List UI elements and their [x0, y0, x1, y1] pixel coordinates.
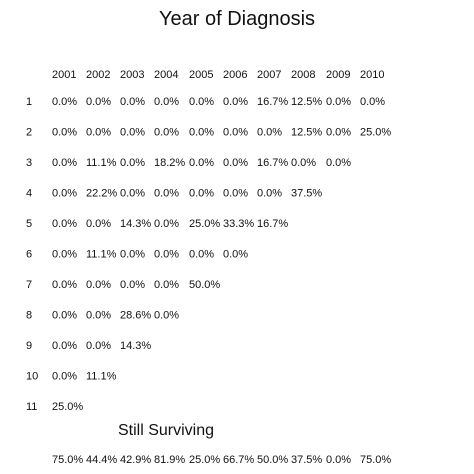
row-label: 10 [26, 370, 39, 383]
table-cell: 0.0% [154, 279, 180, 291]
still-surviving-row [52, 454, 391, 466]
year-label-2010: 2010 [360, 69, 385, 81]
row-label: 7 [26, 279, 33, 291]
table-cell: 16.7% [257, 96, 289, 108]
table-cell: 0.0% [223, 126, 249, 139]
table-cell: 0.0% [52, 96, 78, 108]
table-cell: 0.0% [52, 157, 78, 169]
table-cell: 12.5% [291, 126, 323, 139]
table-cell: 0.0% [223, 248, 249, 261]
table-cell: 50.0% [189, 279, 221, 291]
year-label-2002: 2002 [86, 69, 111, 81]
row-label: 11 [26, 401, 38, 413]
table-cell: 0.0% [86, 340, 112, 352]
table-cell: 0.0% [52, 370, 78, 383]
surviving-value: 37.5% [291, 454, 323, 466]
table-cell: 14.3% [120, 340, 152, 352]
table-cell: 0.0% [154, 309, 180, 322]
row-label: 5 [26, 218, 33, 230]
table-cell: 0.0% [154, 187, 180, 200]
row-label: 3 [26, 157, 33, 169]
table-cell: 0.0% [120, 157, 146, 169]
table-cell: 0.0% [291, 157, 317, 169]
table-cell: 0.0% [52, 309, 78, 322]
table-cell: 0.0% [189, 96, 215, 108]
table-cell: 0.0% [120, 187, 146, 200]
table-cell: 0.0% [154, 126, 180, 139]
table-cell: 0.0% [257, 126, 283, 139]
table-cell: 0.0% [52, 218, 78, 230]
table-cell: 0.0% [120, 248, 146, 261]
table-cell: 0.0% [86, 96, 112, 108]
table-row [26, 401, 83, 413]
table-cell: 0.0% [120, 96, 146, 108]
chart-title: Year of Diagnosis [158, 8, 316, 30]
table-cell: 0.0% [120, 126, 146, 139]
table-row [26, 371, 117, 383]
table-cell: 25.0% [360, 126, 392, 139]
table-cell: 37.5% [291, 187, 323, 200]
still-surviving-label: Still Surviving [117, 422, 215, 439]
table-cell: 0.0% [223, 157, 249, 169]
surviving-value: 0.0% [326, 454, 352, 466]
table-row [26, 249, 248, 261]
table-cell: 0.0% [52, 279, 78, 291]
row-label: 9 [26, 340, 33, 352]
table-cell: 0.0% [52, 248, 78, 261]
table-cell: 22.2% [86, 187, 118, 200]
table-row [26, 127, 391, 139]
table-cell: 14.3% [120, 218, 152, 230]
table-row [26, 96, 385, 108]
table-cell: 0.0% [154, 218, 180, 230]
table-row [26, 340, 151, 352]
year-label-2004: 2004 [154, 69, 179, 81]
table-cell: 0.0% [86, 279, 112, 291]
year-label-2001: 2001 [52, 69, 77, 81]
table-cell: 0.0% [120, 279, 146, 291]
table-cell: 0.0% [86, 126, 112, 139]
table-cell: 11.1% [86, 248, 117, 261]
year-label-2006: 2006 [223, 69, 248, 81]
surviving-value: 75.0% [360, 454, 392, 466]
table-cell: 0.0% [154, 248, 180, 261]
table-cell: 16.7% [257, 218, 289, 230]
table-cell: 0.0% [86, 218, 112, 230]
year-label-2005: 2005 [189, 69, 214, 81]
table-cell: 18.2% [154, 157, 186, 169]
surviving-value: 66.7% [223, 454, 255, 466]
table-row [26, 310, 179, 322]
table-cell: 0.0% [189, 157, 215, 169]
table-cell: 33.3% [223, 218, 255, 230]
table-cell: 0.0% [52, 187, 78, 200]
table-cell: 25.0% [189, 218, 221, 230]
table-cell: 0.0% [326, 157, 352, 169]
row-label: 1 [26, 96, 33, 108]
table-cell: 0.0% [326, 126, 352, 139]
row-label: 8 [26, 309, 33, 322]
year-label-2007: 2007 [257, 69, 282, 81]
table-cell: 11.1% [86, 370, 117, 383]
table-cell: 0.0% [223, 96, 249, 108]
table-cell: 0.0% [257, 187, 283, 200]
year-header-row [52, 69, 384, 81]
surviving-value: 50.0% [257, 454, 289, 466]
row-label: 2 [26, 126, 33, 139]
table-cell: 16.7% [257, 157, 289, 169]
table-cell: 0.0% [223, 187, 249, 200]
table-cell: 0.0% [360, 96, 386, 108]
table-row [26, 157, 351, 169]
table-cell: 11.1% [86, 157, 117, 169]
table-cell: 12.5% [291, 96, 323, 108]
table-cell: 0.0% [52, 126, 78, 139]
row-label: 4 [26, 187, 33, 200]
table-row [26, 279, 220, 291]
year-label-2008: 2008 [291, 69, 316, 81]
table-cell: 25.0% [52, 401, 84, 413]
table-cell: 0.0% [189, 126, 215, 139]
table-row [26, 188, 322, 200]
surviving-value: 75.0% [52, 454, 84, 466]
surviving-value: 25.0% [189, 454, 221, 466]
table-row [26, 218, 288, 230]
row-label: 6 [26, 248, 33, 261]
table-cell: 0.0% [86, 309, 112, 322]
surviving-value: 44.4% [86, 454, 118, 466]
table-cell: 0.0% [154, 96, 180, 108]
year-label-2003: 2003 [120, 69, 145, 81]
table-cell: 28.6% [120, 309, 152, 322]
table-cell: 0.0% [189, 248, 215, 261]
surviving-value: 42.9% [120, 454, 152, 466]
table-cell: 0.0% [52, 340, 78, 352]
table-cell: 0.0% [326, 96, 352, 108]
surviving-value: 81.9% [154, 454, 186, 466]
table-cell: 0.0% [189, 187, 215, 200]
table-body [26, 96, 391, 413]
year-label-2009: 2009 [326, 69, 351, 81]
